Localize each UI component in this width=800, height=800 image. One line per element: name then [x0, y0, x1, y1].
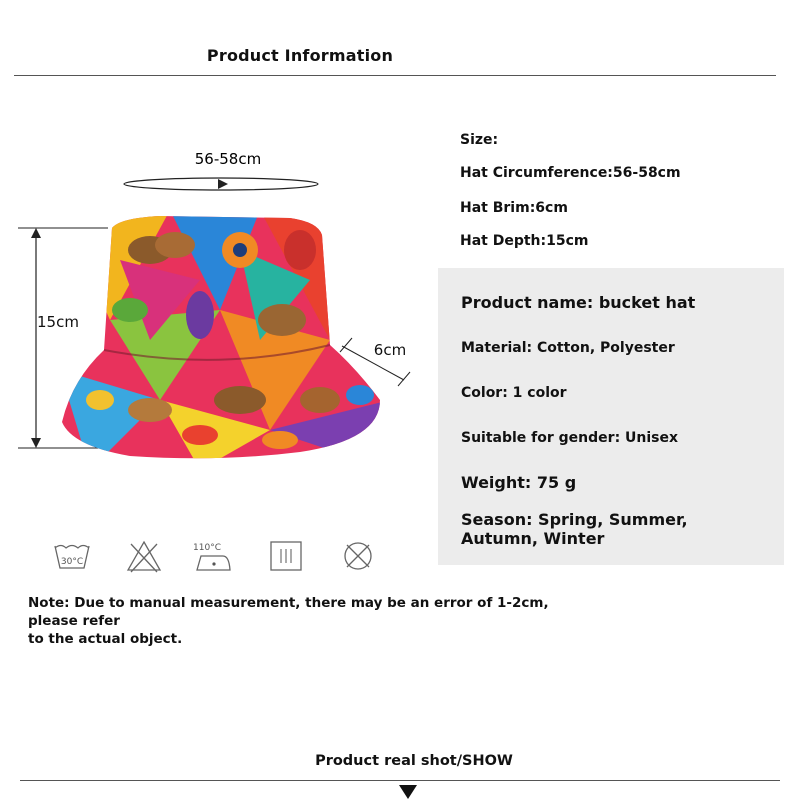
no-bleach-icon [124, 538, 164, 574]
height-arrow-up-icon [31, 228, 41, 238]
iron-110-icon [193, 538, 233, 574]
detail-weight: Weight: 75 g [461, 473, 577, 492]
spec-depth: Hat Depth:15cm [460, 233, 589, 249]
svg-text:110°C: 110°C [193, 543, 221, 553]
down-arrow-icon [397, 784, 419, 800]
page-title: Product Information [206, 46, 394, 65]
note-line1: Note: Due to manual measurement, there may be an error of 1-2cm, please refer [28, 595, 549, 629]
wash-30-icon [52, 538, 92, 574]
circumference-arrow-icon [218, 179, 228, 189]
spec-circumference: Hat Circumference:56-58cm [460, 165, 681, 181]
hat-diagram [0, 140, 430, 470]
details-panel [438, 268, 784, 565]
detail-gender: Suitable for gender: Unisex [461, 430, 679, 446]
bucket-hat-image [50, 210, 390, 470]
detail-product-name: Product name: bucket hat [461, 293, 696, 312]
detail-color: Color: 1 color [461, 385, 567, 401]
svg-text:30°C: 30°C [60, 557, 84, 567]
section-title-real-shot: Product real shot/SHOW [315, 753, 513, 769]
dry-icon [266, 538, 306, 574]
brim-label: 6cm [373, 341, 407, 359]
spec-brim: Hat Brim:6cm [460, 200, 568, 216]
note-line2: to the actual object. [28, 631, 183, 647]
height-arrow-down-icon [31, 438, 41, 448]
detail-material: Material: Cotton, Polyester [461, 340, 675, 356]
header-divider [14, 75, 776, 76]
no-tumble-dry-icon [338, 538, 378, 574]
detail-season-line1: Season: Spring, Summer, [461, 510, 688, 529]
measurement-note [28, 594, 598, 648]
circumference-label: 56-58cm [194, 150, 262, 168]
footer-divider [20, 780, 780, 781]
size-heading: Size: [460, 132, 499, 148]
detail-season-line2: Autumn, Winter [461, 529, 605, 548]
height-label: 15cm [37, 313, 79, 331]
